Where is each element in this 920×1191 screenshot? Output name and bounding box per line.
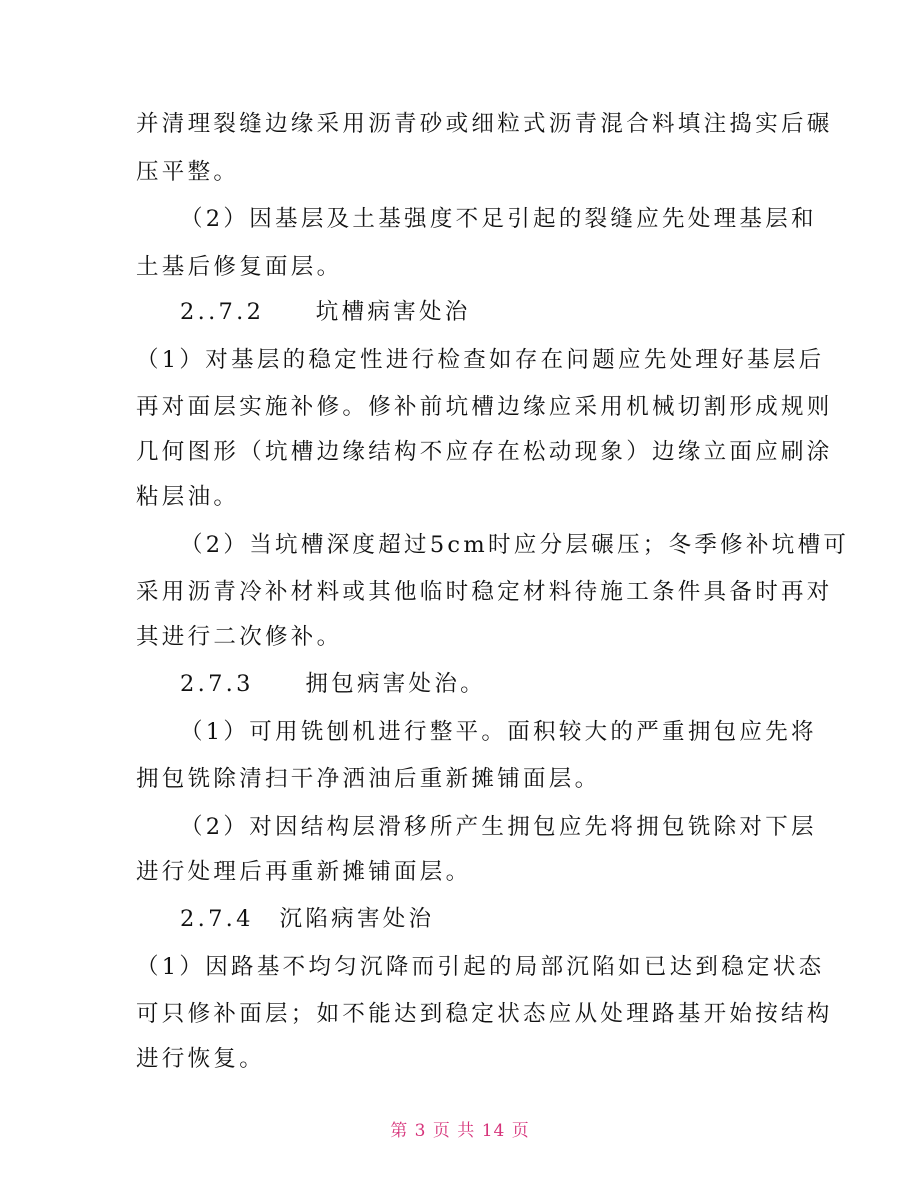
section-heading: 2.7.4 沉陷病害处治 <box>180 906 435 932</box>
text-line: 进行处理后再重新摊铺面层。 <box>136 859 472 885</box>
text-line: 可只修补面层；如不能达到稳定状态应从处理路基开始按结构 <box>136 1001 833 1027</box>
text-line: （1）因路基不均匀沉降而引起的局部沉陷如已达到稳定状态 <box>136 954 825 980</box>
text-line: （1）可用铣刨机进行整平。面积较大的严重拥包应先将 <box>180 719 817 745</box>
text-line: （2）因基层及土基强度不足引起的裂缝应先处理基层和 <box>180 206 817 232</box>
text-line: 粘层油。 <box>136 484 240 510</box>
text-line: 再对面层实施补修。修补前坑槽边缘应采用机械切割形成规则 <box>136 394 833 420</box>
text-line: （1）对基层的稳定性进行检查如存在问题应先处理好基层后 <box>136 347 825 373</box>
text-line: 土基后修复面层。 <box>136 254 343 280</box>
text-line: 采用沥青冷补材料或其他临时稳定材料待施工条件具备时再对 <box>136 579 833 605</box>
text-line: （2）当坑槽深度超过5cm时应分层碾压；冬季修补坑槽可 <box>180 532 850 558</box>
text-line: 拥包铣除清扫干净洒油后重新摊铺面层。 <box>136 766 601 792</box>
section-heading: 2.7.3 拥包病害处治。 <box>180 671 486 697</box>
text-line: （2）对因结构层滑移所产生拥包应先将拥包铣除对下层 <box>180 814 817 840</box>
page-number-footer: 第 3 页 共 14 页 <box>390 1121 530 1141</box>
text-line: 几何图形（坑槽边缘结构不应存在松动现象）边缘立面应刷涂 <box>136 439 833 465</box>
text-line: 其进行二次修补。 <box>136 624 343 650</box>
text-line: 并清理裂缝边缘采用沥青砂或细粒式沥青混合料填注捣实后碾 <box>136 111 833 137</box>
section-heading: 2..7.2 坑槽病害处治 <box>180 299 471 325</box>
text-line: 进行恢复。 <box>136 1046 266 1072</box>
text-line: 压平整。 <box>136 159 240 185</box>
